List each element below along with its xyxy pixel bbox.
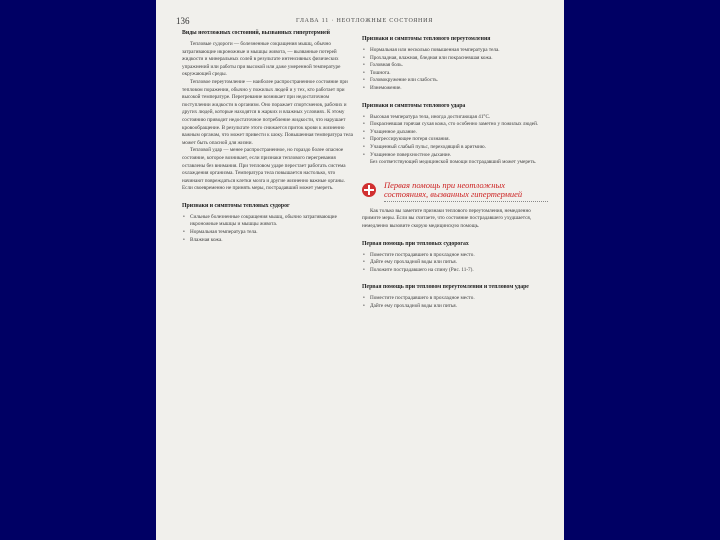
list-item: • Дайте ему прохладной воды или питья.	[370, 303, 548, 311]
list-item: • Головная боль.	[370, 62, 548, 70]
red-cross-icon	[362, 183, 376, 197]
exhaustion-aid-title: Первая помощь при тепловом переутомлении и тепловом ударе	[362, 284, 529, 291]
left-column	[182, 30, 356, 244]
cramps-signs-title: Признаки и симптомы тепловых судорог	[182, 202, 290, 209]
list-item: • Покрасневшая горячая сухая кожа, сто особенно заметно у пожилых людей.	[370, 121, 548, 129]
exhaustion-signs-list	[362, 47, 548, 93]
list-item: • Дайте ему прохладной воды или питья.	[370, 259, 548, 267]
hyperthermia-types-title: Виды неотложных состояний, вызванных гипертермией	[182, 30, 330, 36]
cramps-aid-list	[362, 252, 548, 275]
list-item: • Тошнота.	[370, 70, 548, 78]
stroke-signs-list	[362, 114, 548, 160]
stroke-note: Без соответствующей медицинской помощи пострадавший может умереть.	[370, 159, 537, 166]
list-item: • Прогрессирующее потеря сознания.	[370, 136, 548, 144]
list-item: • Положите пострадавшего на спину (Рис. 11-7).	[370, 267, 548, 275]
heat-exhaustion-paragraph: Тепловое переутомление — наиболее распространенное состояние при тепловом поражении, обычно у пожилых людей и у тех, кто работает при высокой температуре. Перегревание возникает при недостаточном поступлении жидкости в организм. Оно поражает спортсменов, рабочих и других людей, которые находятся в жарких и влажных условиях. К этому состоянию приводит недостаточное потребление жидкости, что нарушает кровообращение. В результате этого снижается приток крови к жизненно важным органам, что может привести к шоку. Повышенная температура тела может быть опасной для жизни.	[182, 78, 353, 146]
list-item: • Нормальная температура тела.	[190, 229, 356, 237]
cramps-signs-list	[182, 214, 356, 244]
cramps-aid-title: Первая помощь при тепловых судорогах	[362, 240, 469, 247]
first-aid-intro: Как только вы заметите признаки теплового переутомления, немедленно примите меры. Если вы считаете, что состояние пострадавшего ухудшается, немедленно вызовите скорую медицинскую помощь.	[362, 207, 532, 229]
list-item: • Учащенный слабый пульс, переходящий в аритмию.	[370, 144, 548, 152]
list-item: • Поместите пострадавшего в прохладное место.	[370, 295, 548, 303]
list-item: • Сильные болезненные сокращения мышц, обычно затрагивающие икроножные мышцы и мышцы живота.	[190, 214, 356, 229]
heat-stroke-paragraph: Тепловой удар — менее распространенное, но гораздо более опасное состояние, которое возникает, если признаки теплового перегревания оставлены без внимания. При тепловом ударе перестает работать система охлаждения организма. Температура тела повышается настолько, что начинают повреждаться клетки мозга и другие жизненно важные органы. Если своевременно не принять меры, пострадавший может умереть.	[182, 147, 346, 192]
book-page	[156, 0, 564, 540]
list-item: • Головокружение или слабость.	[370, 77, 548, 85]
list-item: • Изнеможение.	[370, 85, 548, 93]
divider	[384, 201, 548, 202]
list-item: • Влажная кожа.	[190, 237, 356, 245]
list-item: • Нормальная или несколько повышенная температура тела.	[370, 47, 548, 55]
page-number: 136	[176, 16, 190, 26]
first-aid-heading	[362, 181, 548, 202]
exhaustion-aid-list	[362, 295, 548, 310]
running-head: ГЛАВА 11 · НЕОТЛОЖНЫЕ СОСТОЯНИЯ	[296, 18, 434, 24]
list-item: • Учащенное поверхностное дыхание.	[370, 152, 548, 160]
list-item: • Учащенное дыхание.	[370, 129, 548, 137]
list-item: • Высокая температура тела, иногда достигающая 41°С.	[370, 114, 548, 122]
stroke-signs-title: Признаки и симптомы теплового удара	[362, 102, 466, 109]
list-item: • Поместите пострадавшего в прохладное место.	[370, 252, 548, 260]
first-aid-title: Первая помощь при неотложных состояниях, вызванных гипертермией	[384, 179, 523, 199]
right-column	[362, 36, 548, 310]
heat-cramps-paragraph: Тепловые судороги — болезненные сокращения мышц, обычно затрагивающие икроножные и мышцы живота, — вызванные потерей жидкости и минеральных солей в результате интенсивных физических упражнений или работы при высокой или даже умеренной температуре окружающей среды.	[182, 41, 341, 78]
list-item: • Прохладная, влажная, бледная или покрасневшая кожа.	[370, 55, 548, 63]
exhaustion-signs-title: Признаки и симптомы теплового переутомления	[362, 36, 491, 42]
